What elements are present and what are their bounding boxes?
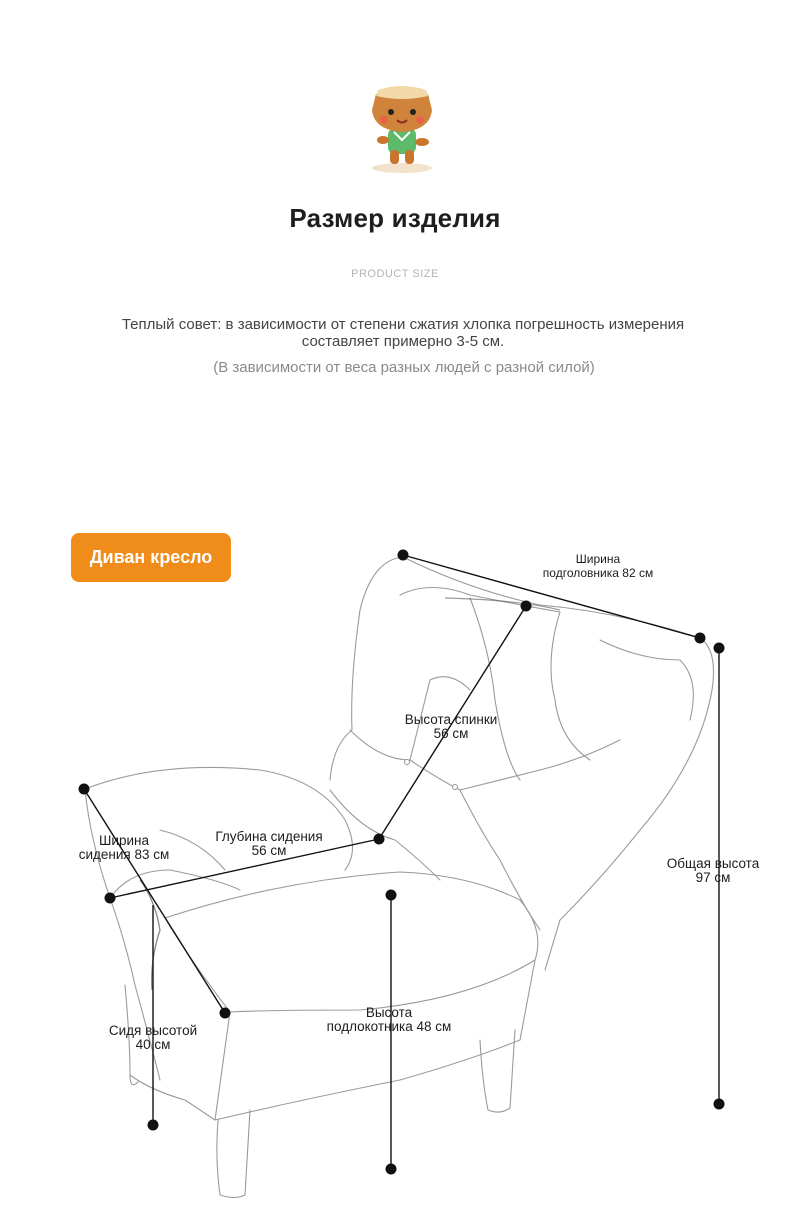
dimension-markers [79,550,725,1175]
seat-width-line [84,789,225,1013]
page-subtitle: PRODUCT SIZE [351,268,439,280]
headrest-width-label: Ширина подголовника 82 см [542,552,654,580]
seat-height-label: Сидя высотой 40 см [108,1023,198,1052]
product-type-badge: Диван кресло [71,533,231,582]
weight-note: (В зависимости от веса разных людей с разной силой) [213,359,595,376]
dimension-lines [84,555,719,1169]
seat-width-label: Ширина сидения 83 см [78,833,170,862]
seat-depth-label: Глубина сидения 56 см [215,829,323,858]
page-title: Размер изделия [289,203,501,233]
total-height-label: Общая высота 97 см [666,856,760,885]
measurement-tip: Теплый совет: в зависимости от степени сжатия хлопка погрешность измерения составляет примерно 3-5 см. [121,316,685,350]
armrest-height-label: Высота подлокотника 48 см [326,1005,452,1034]
back-height-label: Высота спинки 56 см [404,712,498,741]
armchair-outline [85,557,714,1198]
